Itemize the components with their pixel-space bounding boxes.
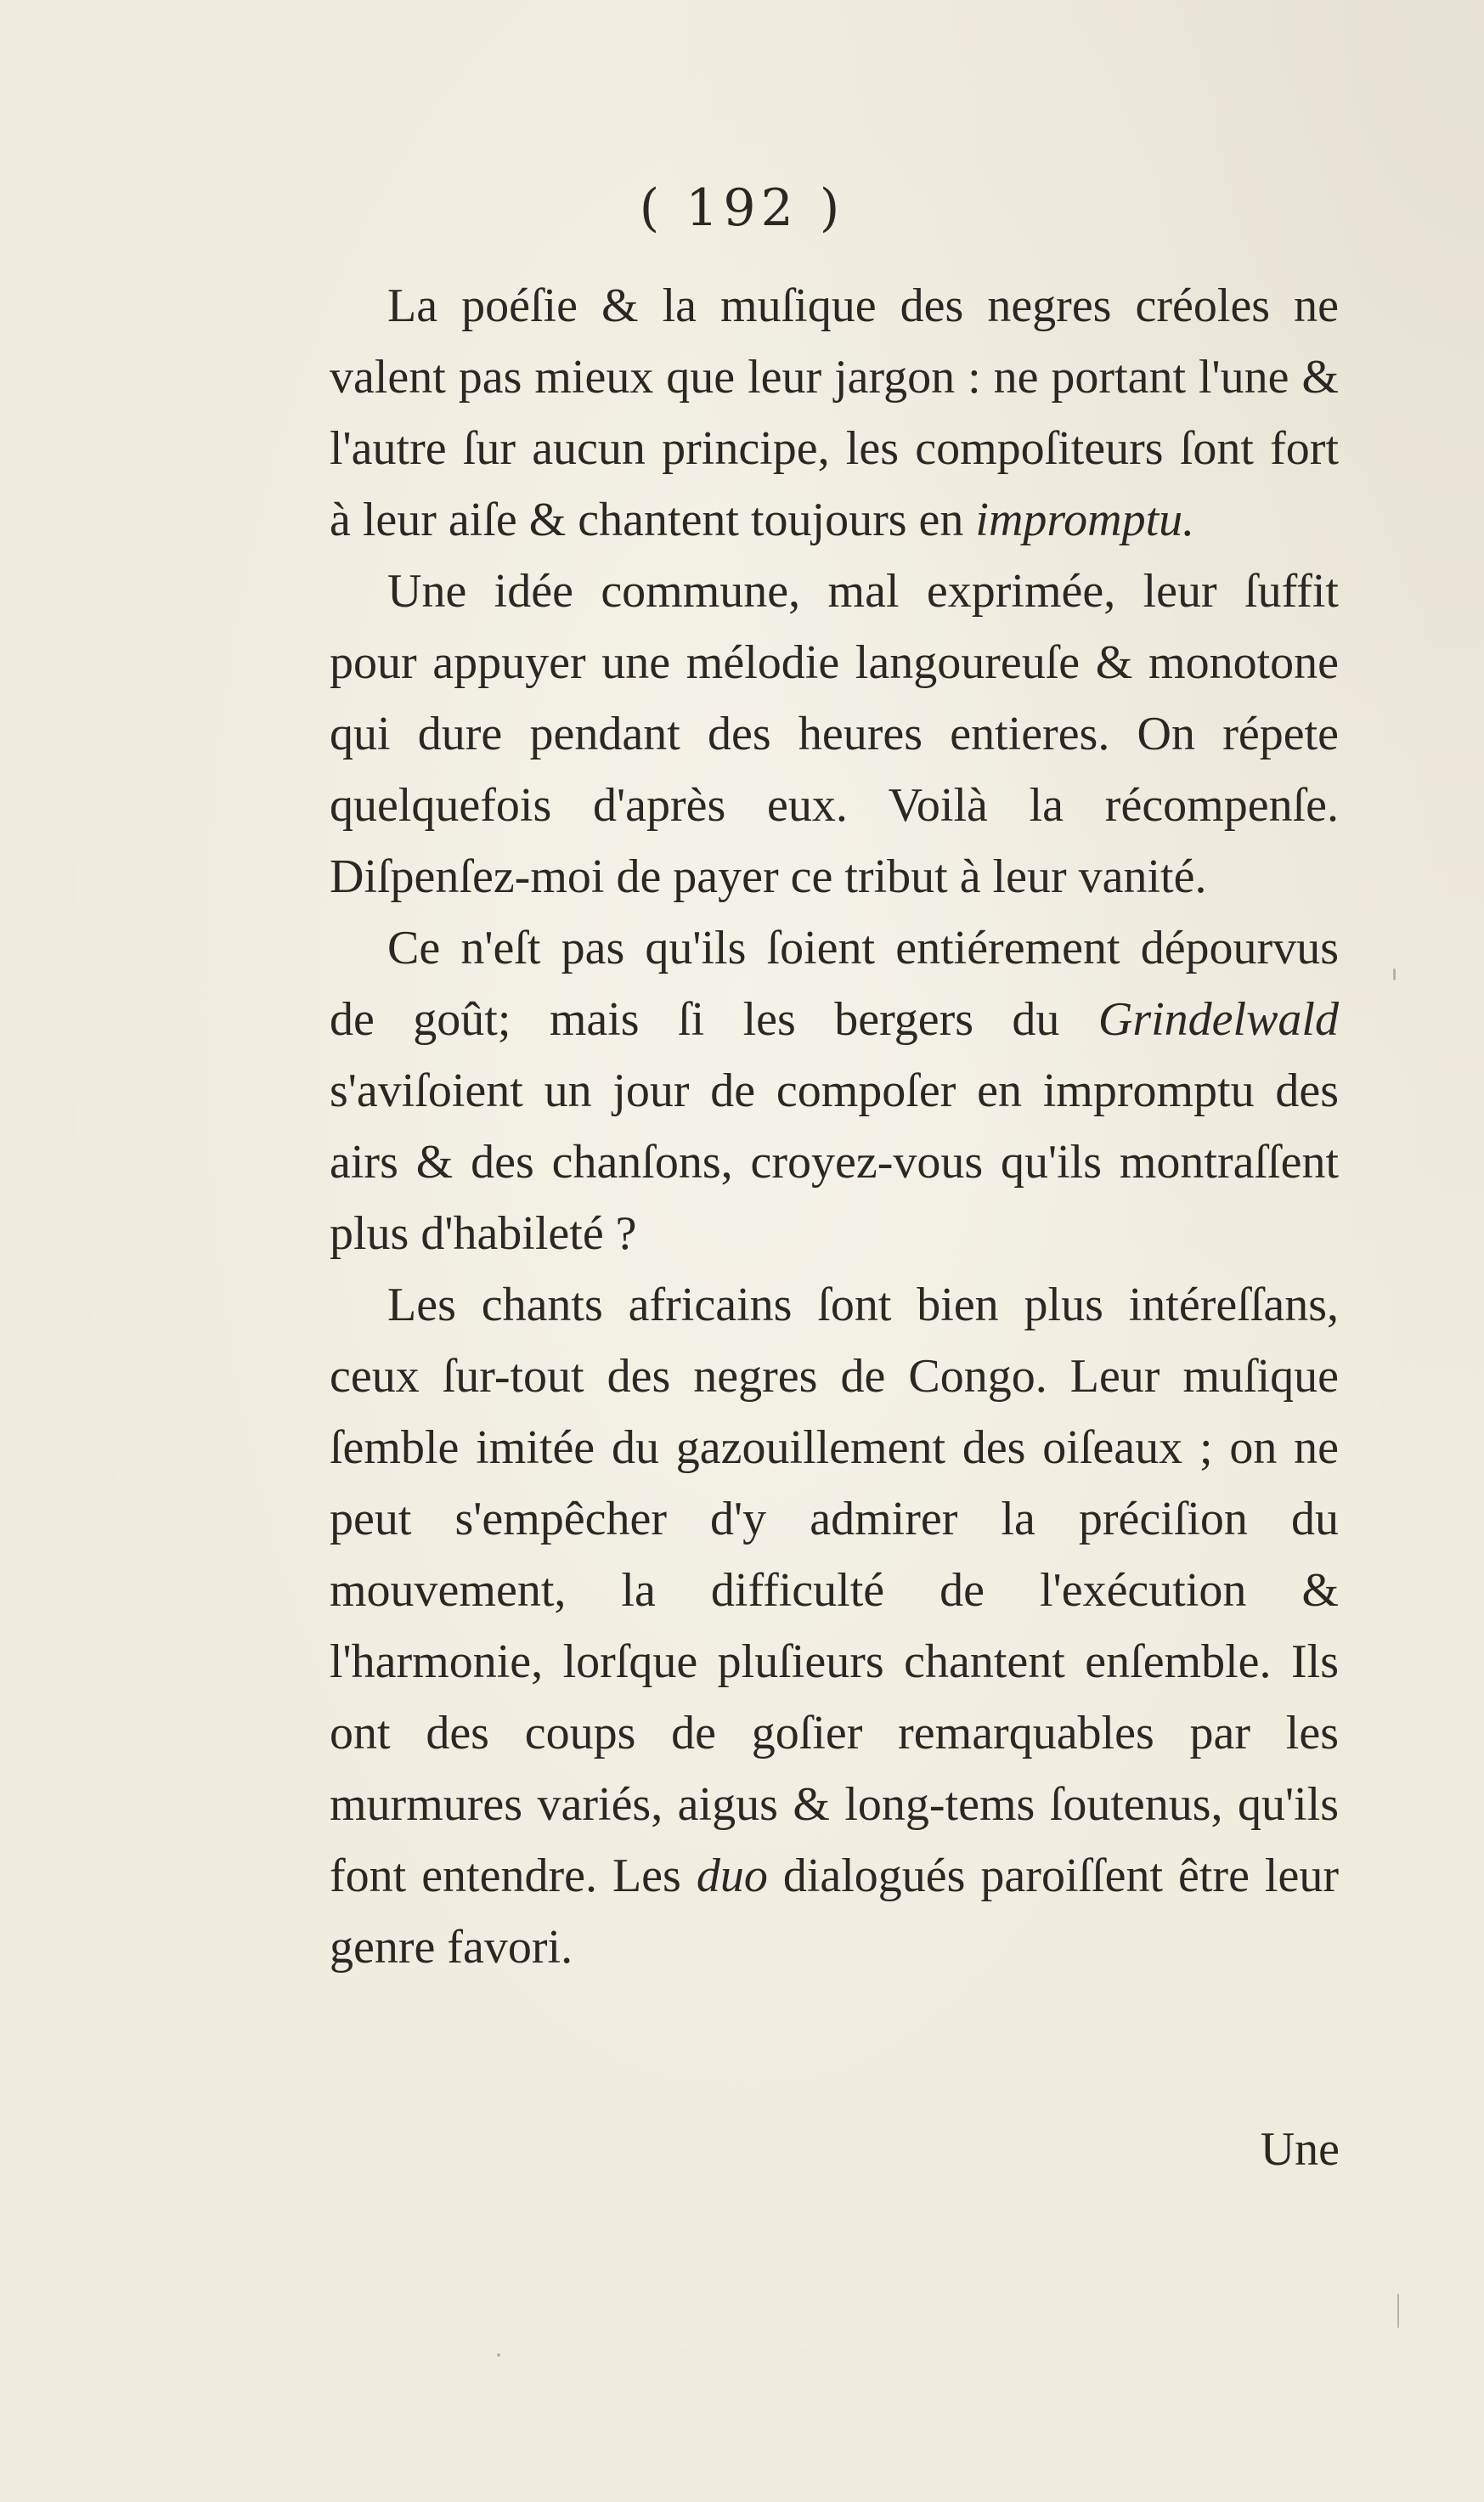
body-text <box>330 270 1339 1983</box>
paragraph-4: Les chants africains ſont bien plus intéreſſans, ceux ſur-tout des negres de Congo. Leur muſique ſemble imitée du gazouillement des oiſeaux ; on ne peut s'empêcher d'y admirer la préciſion du mouvement, la difficulté de l'exécution & l'harmonie, lorſque pluſieurs chantent enſemble. Ils ont des coups de goſier remarquables par les murmures variés, aigus & long-tems ſoutenus, qu'ils font entendre. Les duo dialogués paroiſſent être leur genre favori. <box>330 1279 1339 1974</box>
italic-term: Grindelwald <box>1097 993 1339 1046</box>
catchword: Une <box>1260 2123 1340 2176</box>
paper-speck <box>1393 969 1396 980</box>
italic-term: impromptu. <box>975 494 1195 546</box>
paragraph-1: La poéſie & la muſique des negres créoles ne valent pas mieux que leur jargon : ne portant l'une & l'autre ſur aucun principe, les compoſiteurs ſont fort à leur aiſe & chantent toujours en impromptu. <box>330 280 1339 546</box>
page-number: ( 192 ) <box>639 178 845 238</box>
paragraph-3: Ce n'eſt pas qu'ils ſoient entiérement dépourvus de goût; mais ſi les bergers du Grindelwald s'aviſoient un jour de compoſer en impromptu des airs & des chanſons, croyez-vous qu'ils montraſſent plus d'habileté ? <box>330 922 1339 1260</box>
italic-term: duo <box>696 1850 768 1902</box>
paragraph-2: Une idée commune, mal exprimée, leur ſuffit pour appuyer une mélodie langoureuſe & monotone qui dure pendant des heures entieres. On répete quelquefois d'après eux. Voilà la récompenſe. Diſpenſez-moi de payer ce tribut à leur vanité. <box>330 565 1339 903</box>
paper-speck <box>497 2353 500 2357</box>
paper-speck <box>1397 2294 1399 2328</box>
